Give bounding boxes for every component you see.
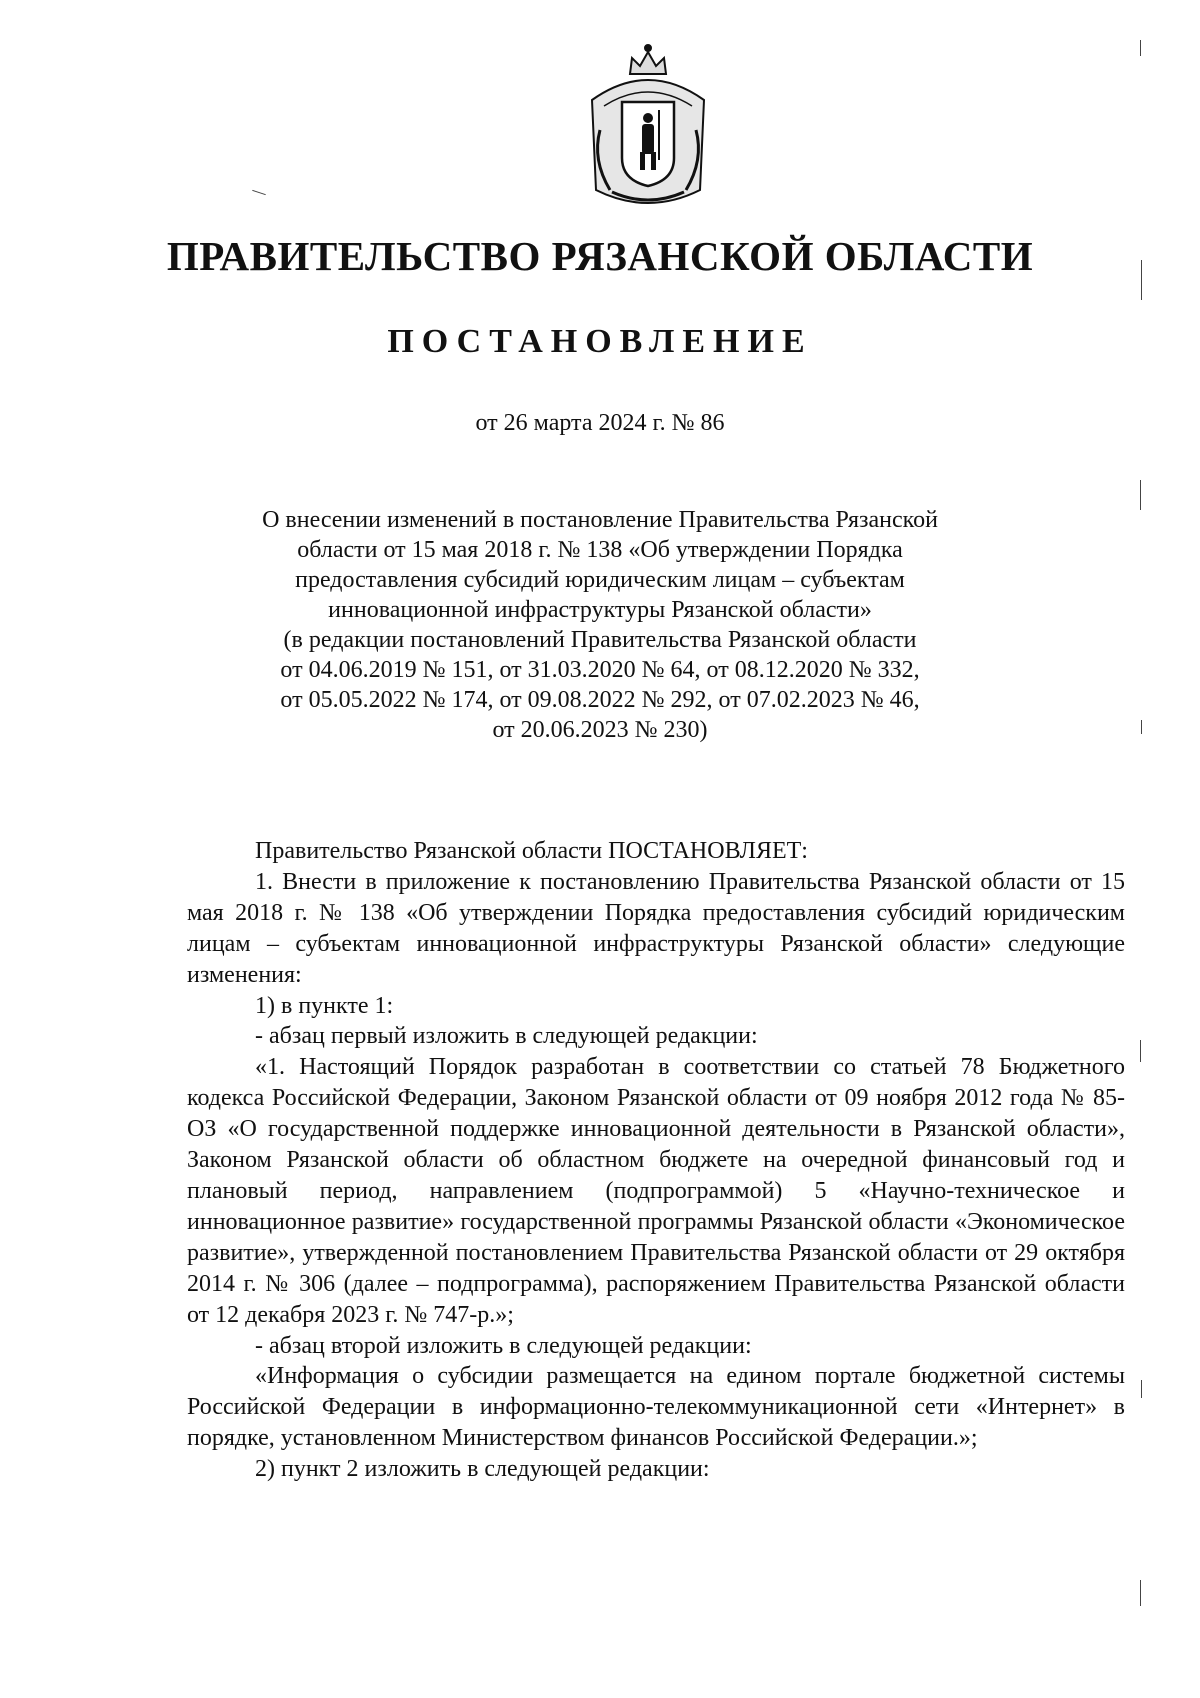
scan-artifact — [1141, 720, 1142, 734]
authority-title: ПРАВИТЕЛЬСТВО РЯЗАНСКОЙ ОБЛАСТИ — [166, 233, 1034, 279]
body-paragraph-subitem-1: 1) в пункте 1: — [255, 992, 394, 1019]
scan-artifact — [1140, 1040, 1141, 1062]
document-body — [187, 836, 1125, 1485]
coat-of-arms-emblem — [582, 40, 714, 212]
body-paragraph-instruction: - абзац второй изложить в следующей редакции: — [255, 1332, 752, 1359]
subject-line: О внесении изменений в постановление Правительства Рязанской — [262, 507, 938, 533]
body-paragraph-preamble: Правительство Рязанской области ПОСТАНОВЛЯЕТ: — [255, 838, 808, 864]
subject-line: от 04.06.2019 № 151, от 31.03.2020 № 64, от 08.12.2020 № 332, — [280, 657, 920, 683]
body-paragraph-quoted-text: «Информация о субсидии размещается на едином портале бюджетной системы Российской Федерации в информационно-телекоммуникационной сети «Интернет» в порядке, установленном Министерством финансов Российской Федерации.»; — [187, 1363, 1125, 1452]
scan-artifact — [252, 190, 266, 195]
body-paragraph-item-1: 1. Внести в приложение к постановлению Правительства Рязанской области от 15 мая 2018 г. № 138 «Об утверждении Порядка предоставления субсидий юридическим лицам – субъектам инновационной инфраструктуры Рязанской области» следующие изменения: — [187, 868, 1125, 988]
scan-artifact — [1141, 1380, 1142, 1398]
subject-line: (в редакции постановлений Правительства Рязанской области — [283, 627, 917, 653]
scan-artifact — [1140, 480, 1141, 510]
subject-line: от 20.06.2023 № 230) — [492, 717, 708, 743]
scan-artifact — [1141, 260, 1142, 300]
subject-line: области от 15 мая 2018 г. № 138 «Об утверждении Порядка — [297, 537, 903, 563]
document-type: ПОСТАНОВЛЕНИЕ — [387, 323, 813, 360]
subject-line: от 05.05.2022 № 174, от 09.08.2022 № 292, от 07.02.2023 № 46, — [280, 687, 920, 713]
document-subject — [230, 505, 970, 745]
scan-artifact — [1140, 40, 1141, 56]
subject-line: предоставления субсидий юридическим лицам – субъектам — [295, 567, 905, 593]
subject-line: инновационной инфраструктуры Рязанской области» — [328, 597, 872, 623]
body-paragraph-subitem-2: 2) пункт 2 изложить в следующей редакции: — [255, 1456, 710, 1483]
body-paragraph-instruction: - абзац первый изложить в следующей редакции: — [255, 1023, 758, 1050]
scan-artifact — [1140, 1580, 1141, 1606]
document-date-number: от 26 марта 2024 г. № 86 — [475, 410, 725, 436]
body-paragraph-quoted-text: «1. Настоящий Порядок разработан в соответствии со статьей 78 Бюджетного кодекса Российской Федерации, Законом Рязанской области от 09 ноября 2012 года № 85-ОЗ «О государственной поддержке инновационной деятельности в Рязанской области», Законом Рязанской области об областном бюджете на очередной финансовый год и плановый период, направлением (подпрограммой) 5 «Научно-техническое и инновационное развитие» государственной программы Рязанской области «Экономическое развитие», утвержденной постановлением Правительства Рязанской области от 29 октября 2014 г. № 306 (далее – подпрограмма), распоряжением Правительства Рязанской области от 12 декабря 2023 г. № 747-р.»; — [187, 1054, 1125, 1328]
crown-icon — [630, 45, 666, 74]
